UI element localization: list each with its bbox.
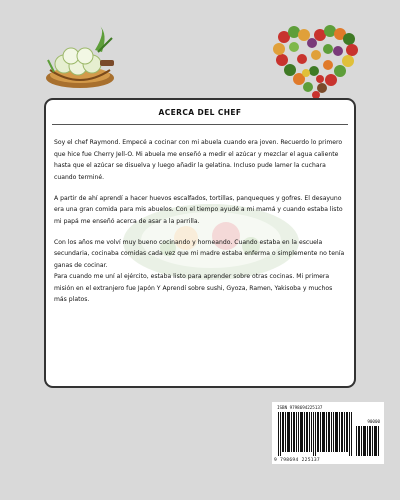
barcode-digits: 9 798694 225137 [274,458,320,463]
page-title: ACERCA DEL CHEF [158,108,242,117]
bio-paragraph-1: Soy el chef Raymond. Empecé a cocinar con mi abuela cuando era joven. Recuerdo lo primero que hice fue Cherry Jell-O. Mi abuela me enseñó a medir el azúcar y mezclar el agua caliente hasta que el azúcar se disuelva y luego añadir la gelatina. Incluso pude lamer la cuchara cuando terminé. [54,139,343,181]
title-divider [52,124,348,125]
about-chef-panel [44,98,356,388]
chef-bio [54,137,346,315]
price-code: 90000 [367,419,380,424]
vegetable-heart-icon [272,25,360,100]
price-barcode-bars [356,426,380,456]
bio-paragraph-2: A partir de ahí aprendí a hacer huevos escalfados, tortillas, panqueques y gofres. El desayuno era una gran comida para mis abuelos. Con el tiempo ayudé a mi mamá y cuando estaba listo mi papá me enseñó acerca de asar a la parrilla. [54,194,343,225]
bio-paragraph-3: Con los años me volví muy bueno cocinando y horneando. Cuando estaba en la escuela secundaria, cocinaba comidas cada vez que mi madre estaba enferma o simplemente no tenía ganas de cocinar. Para cuando me uní al ejército, estaba listo para aprender sobre otras cocinas. Mi primera misión en el extranjero fue Japón Y Aprendí sobre sushi, Gyoza, Ramen, Yakisoba y muchos más platos. [54,238,345,303]
isbn-barcode [272,402,384,464]
dumplings-basket-icon [40,20,120,95]
barcode-bars [278,412,352,456]
isbn-label: ISBN 9798694225137 [277,405,323,410]
